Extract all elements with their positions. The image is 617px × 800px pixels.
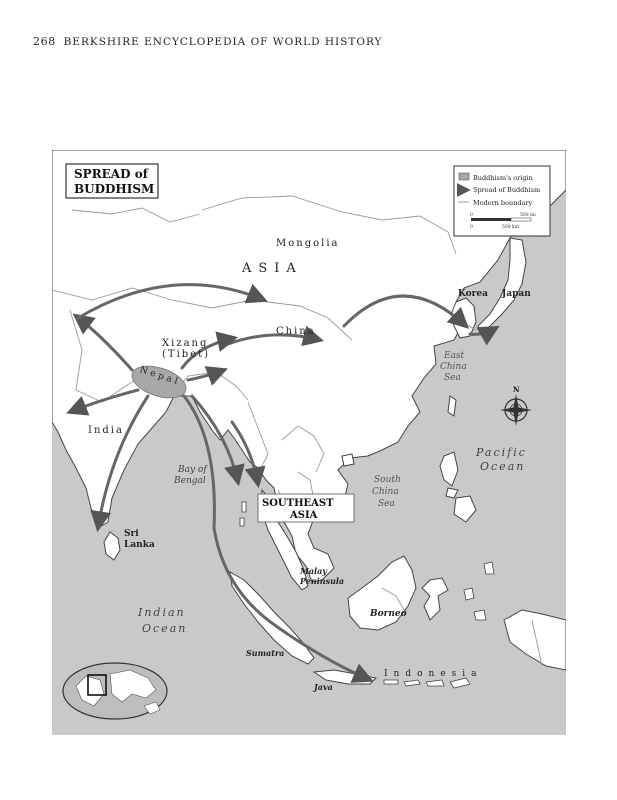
label-japan: Japan — [502, 289, 531, 299]
label-bay-of-bengal-2: Bengal — [174, 476, 206, 486]
legend-origin-swatch — [459, 173, 469, 180]
label-indonesia: Indonesia — [384, 669, 483, 679]
label-south-china-sea-3: Sea — [378, 499, 395, 509]
legend-origin-label: Buddhism's origin — [473, 174, 533, 182]
map-svg — [52, 150, 566, 735]
label-southeast: SOUTHEAST — [262, 498, 334, 509]
southeast-asia-label-box — [258, 494, 354, 522]
svg-text:500 km: 500 km — [502, 225, 520, 230]
label-sumatra: Sumatra — [246, 648, 285, 658]
label-korea: Korea — [458, 289, 488, 299]
label-tibet: (Tibet) — [162, 349, 211, 360]
map-title-line2: BUDDHISM — [74, 182, 155, 196]
label-india: India — [88, 425, 124, 436]
label-nepal: Nepal — [138, 365, 182, 388]
label-malay-2: Peninsula — [300, 576, 345, 586]
label-sri-lanka-1: Sri — [124, 529, 139, 539]
svg-text:0: 0 — [470, 213, 473, 218]
label-sri-lanka-2: Lanka — [124, 540, 155, 550]
publication-title: BERKSHIRE ENCYCLOPEDIA OF WORLD HISTORY — [63, 36, 383, 48]
label-malay-1: Malay — [300, 566, 327, 576]
map — [52, 150, 566, 735]
map-legend — [454, 166, 550, 236]
inset-world-map — [63, 663, 167, 719]
svg-text:0: 0 — [470, 225, 473, 230]
page-header — [33, 35, 382, 48]
hainan — [342, 454, 354, 466]
svg-text:500 mi: 500 mi — [520, 213, 536, 218]
page-number: 268 — [33, 35, 56, 48]
label-asia: ASIA — [242, 261, 303, 276]
label-mongolia: Mongolia — [276, 238, 340, 249]
label-east-china-sea-3: Sea — [444, 373, 461, 383]
label-east-china-sea-1: East — [444, 351, 465, 361]
label-east-china-sea-2: China — [440, 362, 467, 372]
label-china: China — [276, 326, 316, 337]
label-bay-of-bengal-1: Bay of — [178, 465, 207, 475]
label-south-china-sea-2: China — [372, 487, 399, 497]
legend-spread-label: Spread of Buddhism — [473, 186, 541, 194]
label-indian-ocean-2: Ocean — [142, 622, 188, 635]
label-south-china-sea-1: South — [374, 475, 401, 485]
legend-boundary-label: Modern boundary — [473, 199, 533, 207]
label-southeast-asia: ASIA — [290, 510, 318, 521]
map-title-box — [66, 164, 158, 198]
label-pacific-ocean-1: Pacific — [476, 446, 527, 459]
label-xizang: Xizang — [162, 338, 209, 349]
label-indian-ocean-1: Indian — [138, 606, 186, 619]
taiwan — [448, 396, 456, 416]
label-java: Java — [314, 682, 333, 692]
label-borneo: Borneo — [370, 609, 407, 619]
label-pacific-ocean-2: Ocean — [480, 460, 526, 473]
map-title-line1: SPREAD of — [74, 167, 148, 181]
compass-north-label: N — [513, 385, 520, 394]
